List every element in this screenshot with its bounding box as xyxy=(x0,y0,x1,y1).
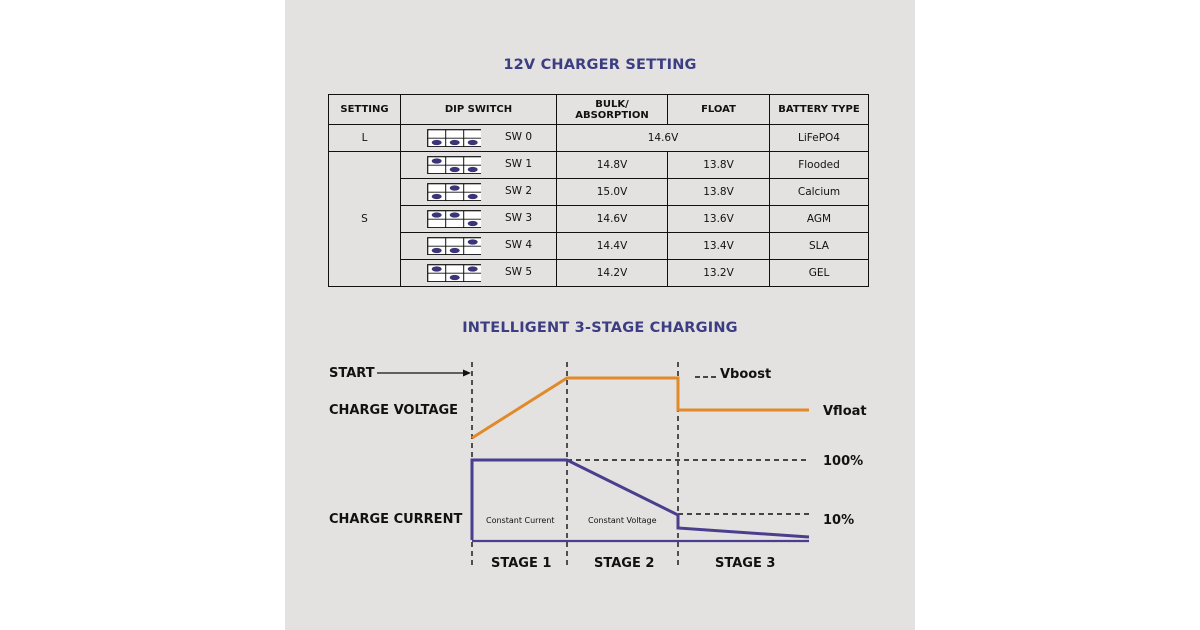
constant-voltage-label: Constant Voltage xyxy=(588,516,657,525)
stage-3-label: STAGE 3 xyxy=(715,556,776,571)
infographic-panel xyxy=(285,0,915,630)
start-arrowhead-icon xyxy=(463,370,471,377)
stage-1-label: STAGE 1 xyxy=(491,556,552,571)
battery-type-cell: Flooded xyxy=(770,152,869,179)
header-battery-type: BATTERY TYPE xyxy=(770,95,869,125)
switch-label: SW 3 xyxy=(505,212,533,224)
float-cell: 13.2V xyxy=(668,260,770,287)
diagram-title: INTELLIGENT 3-STAGE CHARGING xyxy=(462,320,738,336)
header-bulk-absorption: BULK/ ABSORPTION xyxy=(557,95,668,125)
battery-type-cell: SLA xyxy=(770,233,869,260)
float-cell: 13.8V xyxy=(668,179,770,206)
bulk-cell: 14.2V xyxy=(557,260,668,287)
charge-current-label: CHARGE CURRENT xyxy=(329,512,463,527)
table-title: 12V CHARGER SETTING xyxy=(503,57,697,73)
float-cell: 13.8V xyxy=(668,152,770,179)
ten-percent-label: 10% xyxy=(823,513,855,528)
float-cell: 13.6V xyxy=(668,206,770,233)
bulk-cell: 14.8V xyxy=(557,152,668,179)
voltage-curve xyxy=(472,378,809,438)
switch-label: SW 0 xyxy=(505,131,533,143)
header-dip-switch: DIP SWITCH xyxy=(401,95,557,125)
constant-current-label: Constant Current xyxy=(486,516,555,525)
stage-2-label: STAGE 2 xyxy=(594,556,655,571)
switch-label: SW 2 xyxy=(505,185,533,197)
bulk-cell: 14.4V xyxy=(557,233,668,260)
battery-type-cell: GEL xyxy=(770,260,869,287)
battery-type-cell: Calcium xyxy=(770,179,869,206)
header-setting: SETTING xyxy=(329,95,401,125)
current-curve xyxy=(472,460,809,540)
bulk-cell: 14.6V xyxy=(557,125,770,152)
switch-label: SW 4 xyxy=(505,239,533,251)
setting-cell: L xyxy=(329,125,401,152)
switch-label: SW 1 xyxy=(505,158,533,170)
setting-cell: S xyxy=(329,152,401,287)
bulk-cell: 14.6V xyxy=(557,206,668,233)
full-current-label: 100% xyxy=(823,454,864,469)
charge-voltage-label: CHARGE VOLTAGE xyxy=(329,403,459,418)
vboost-label: Vboost xyxy=(720,367,772,382)
battery-type-cell: LiFePO4 xyxy=(770,125,869,152)
switch-label: SW 5 xyxy=(505,266,533,278)
header-float: FLOAT xyxy=(668,95,770,125)
start-label: START xyxy=(329,366,375,381)
float-cell: 13.4V xyxy=(668,233,770,260)
battery-type-cell: AGM xyxy=(770,206,869,233)
charging-diagram xyxy=(285,0,915,630)
bulk-cell: 15.0V xyxy=(557,179,668,206)
vfloat-label: Vfloat xyxy=(823,404,867,419)
